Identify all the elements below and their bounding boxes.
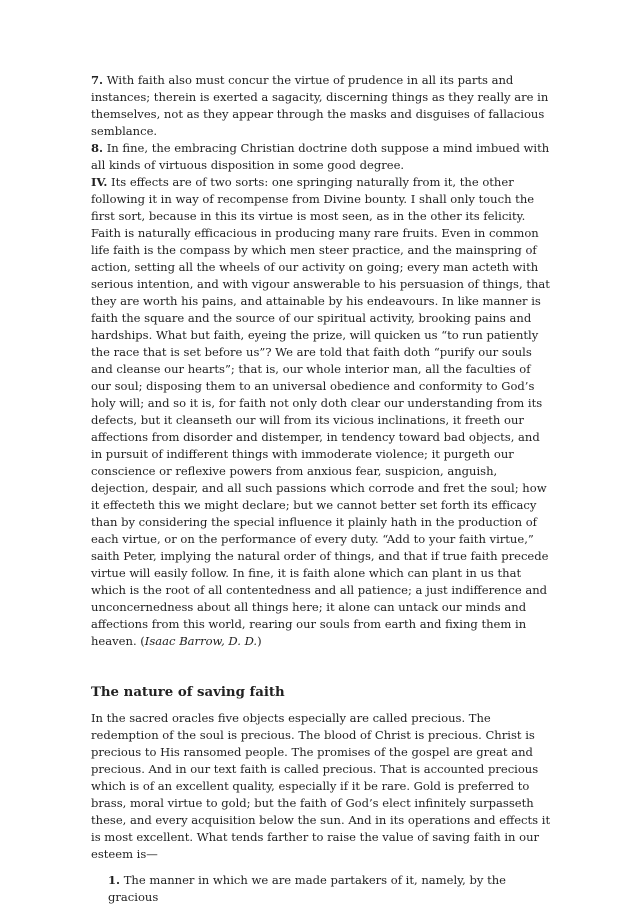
section-heading: The nature of saving faith <box>91 685 285 700</box>
paragraph-text: In fine, the embracing Christian doctrine doth suppose a mind imbued with all kinds of virtuous disposition in some good degree. <box>91 141 550 172</box>
paragraph-number: 7. <box>91 73 104 87</box>
paragraph-text: With faith also must concur the virtue of prudence in all its parts and instances; therein is exerted a sagacity, discerning things as they really are in themselves, not as they appear through the masks and disguises of fallacious semblance. <box>91 73 549 138</box>
paragraph-text: The manner in which we are made partakers of it, namely, by the gracious <box>108 873 506 904</box>
attribution: Isaac Barrow, D. D. <box>144 634 258 648</box>
paragraph-text: Its effects are of two sorts: one springing naturally from it, the other following it in way of recompense from Divine bounty. I shall only touch the first sort, because in this its virtue is most seen, as in the other its felicity. Faith is naturally efficacious in producing many rare fruits. Even in common life faith is the compass by which men steer practice, and the mainspring of action, setting all the wheels of our activity on going; every man acteth with serious intention, and with vigour answerable to his persuasion of things, that they are worth his pains, and attainable by his endeavours. In like manner is faith the square and the source of our spiritual activity, brooking pains and hardships. What but faith, eyeing the prize, will quicken us “to run patiently the race that is set before us”? We are told that faith doth “purify our souls and cleanse our hearts”; that is, our whole interior man, all the faculties of our soul; disposing them to an universal obedience and conformity to God’s holy will; and so it is, for faith not only doth clear our understanding from its defects, but it cleanseth our will from its vicious inclinations, it freeth our affections from disorder and distemper, in tendency toward bad objects, and in pursuit of indifferent things with immoderate violence; it purgeth our conscience or reflexive powers from anxious fear, suspicion, anguish, dejection, despair, and all such passions which corrode and fret the soul; how it effecteth this we might declare; but we cannot better set forth its efficacy than by considering the special influence it plainly hath in the production of each virtue, or on the performance of every duty. “Add to your faith virtue,” saith Peter, implying the natural order of things, and that if true faith precede virtue will easily follow. In fine, it is faith alone which can plant in us that which is the root of all contentedness and all patience; a just indifference and unconcernedness about all things here; it alone can untack our minds and affections from this world, rearing our souls from earth and fixing them in heaven. ( <box>91 175 550 648</box>
section-iv-paragraph <box>91 174 553 650</box>
paragraph-7 <box>91 72 553 140</box>
document-page <box>91 72 553 906</box>
paragraph-8 <box>91 140 553 174</box>
attribution-close: ) <box>257 634 262 648</box>
paragraph-number: 8. <box>91 141 104 155</box>
section-number: IV. <box>91 175 108 189</box>
saving-faith-paragraph: In the sacred oracles five objects especially are called precious. The redemption of the soul is precious. The blood of Christ is precious. Christ is precious to His ransomed people. The promises of the gospel are great and precious. And in our text faith is called precious. That is accounted precious which is of an excellent quality, especially if it be rare. Gold is preferred to brass, moral virtue to gold; but the faith of God’s elect infinitely surpasseth these, and every acquisition below the sun. And in its operations and effects it is most excellent. What tends farther to raise the value of saving faith in our esteem is— <box>91 711 551 861</box>
paragraph-1 <box>91 872 553 906</box>
paragraph-number: 1. <box>108 873 121 887</box>
